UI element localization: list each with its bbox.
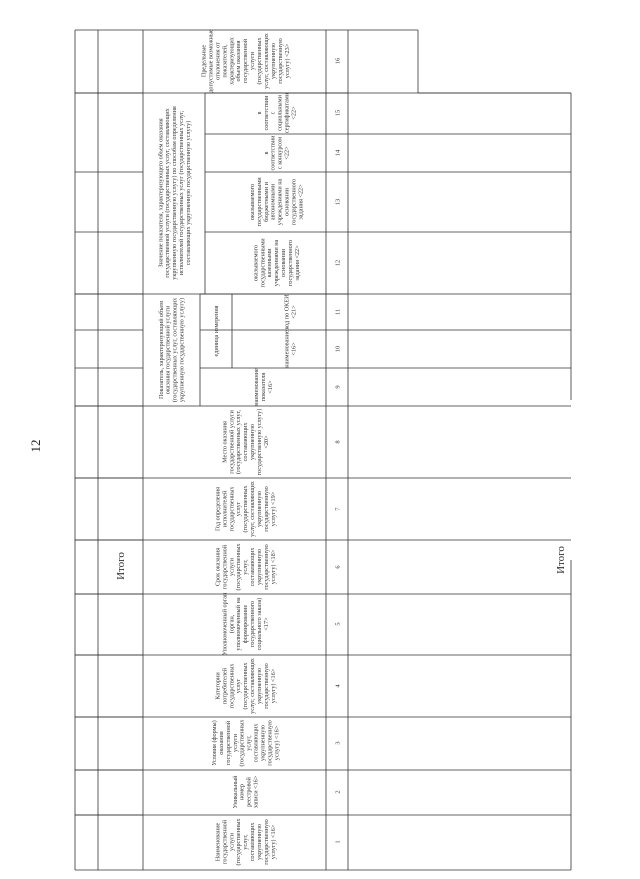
svg-text:Значение показателя, характери: Значение показателя, характеризующего объем оказаниягосударственной услуги (государственных услуг, составляющихукрупненную государственную услугу) по способам определенияисполнителей государственных услуг (государственных услуг,составляющих укрупненную государственную услугу) (157, 106, 193, 280)
svg-text:Место оказаниягосударственной: Место оказаниягосударственной услуги(государственных услуг,составляющихукрупненнуюгосударственную услугу)<20> (221, 408, 270, 476)
svg-text:Уникальныйномерреестровойзапис: Уникальныйномерреестровойзаписи <16> (231, 775, 260, 809)
column-number-16 (334, 57, 341, 64)
column-number-15 (334, 110, 341, 117)
svg-text:Год определенияисполнителейгос: Год определенияисполнителейгосударственныхуслуг(государственныхуслуг, составляющихукрупненнуюгосударственнуюуслугу) <19> (214, 481, 277, 537)
total-label-top (115, 552, 127, 580)
column-number-9 (334, 385, 341, 388)
column-number-8 (334, 440, 341, 443)
svg-text:9: 9 (334, 385, 342, 389)
svg-text:оказываемогогосударственнымика: оказываемогогосударственнымиказеннымиучреждениями наоснованиигосударственногозадания <22> (252, 238, 301, 288)
svg-text:11: 11 (334, 308, 342, 316)
column-number-11 (334, 309, 341, 315)
header-col16 (201, 29, 291, 93)
total-label-bottom (555, 546, 567, 574)
svg-text:оказываемогогосударственнымибю: оказываемогогосударственнымибюджетными иавтономнымиучреждениями наоснованиигосударственногозадания <22> (248, 177, 305, 227)
svg-text:всоответствииссоциальнымисерти: всоответствииссоциальнымисертификатами<22> (255, 92, 298, 134)
column-number-10 (334, 346, 341, 353)
svg-text:наименованиепоказателя<16>: наименованиепоказателя<16> (253, 368, 275, 406)
header-col11 (284, 294, 298, 330)
svg-text:15: 15 (334, 109, 342, 117)
svg-text:Итого: Итого (554, 546, 567, 574)
svg-text:8: 8 (334, 440, 342, 444)
svg-text:Условия (формы)оказаниягосудар: Условия (формы)оказаниягосударственнойуслуги(государственныхуслуг,составляющихукрупненнуюгосударственнуюуслугу) <16> (210, 719, 281, 767)
header-col6 (214, 543, 277, 591)
svg-text:16: 16 (334, 57, 342, 65)
header-col7 (214, 480, 277, 537)
svg-text:всоответствиис конкурсом<22>: всоответствиис конкурсом<22> (262, 135, 291, 171)
header-col5 (221, 592, 270, 655)
page-number: 12 (28, 439, 43, 453)
svg-text:код по ОКЕИ<21>: код по ОКЕИ<21> (283, 294, 298, 330)
svg-text:4: 4 (334, 684, 342, 688)
column-number-5 (334, 622, 341, 625)
header-col13 (249, 177, 305, 227)
svg-text:Наименованиегосударственнойусл: Наименованиегосударственнойуслуги(государственныхуслуг,составляющихукрупненнуюгосударственнуюуслугу) <16> (214, 818, 277, 866)
svg-text:6: 6 (334, 565, 342, 569)
svg-text:наименование<16>: наименование<16> (283, 330, 298, 368)
svg-text:5: 5 (334, 622, 342, 626)
header-col12 (252, 238, 301, 288)
column-number-7 (334, 507, 341, 511)
column-number-6 (334, 565, 341, 569)
header-col14 (263, 135, 291, 171)
svg-text:Уполномоченный орган(орган,упо: Уполномоченный орган(орган,уполномоченный наформированиегосударственногосоциального заказа)<17> (221, 592, 270, 656)
svg-text:Категориипотребителейгосударст: Категориипотребителейгосударственныхуслуг(государственныхуслуг, составляющихукрупненнуюгосударственнуюуслугу) <16> (214, 658, 277, 714)
header-col15 (256, 92, 298, 133)
svg-text:Предельныедопустимые возможные: Предельныедопустимые возможныеотклонения отпоказателей,характеризующихобъем оказаниягосударственнойуслуги(государственныхуслуг, составляющихукрупненнуюгосударственнуюуслугу) <23> (200, 29, 291, 93)
header-col9 (253, 368, 274, 406)
svg-text:Срок оказаниягосударственнойус: Срок оказаниягосударственнойуслуги(государственныхуслуг,составляющихукрупненнуюгосударственнуюуслугу) <18> (214, 543, 277, 591)
svg-text:1: 1 (334, 840, 342, 844)
column-number-1 (334, 840, 341, 843)
svg-text:Показатель, характеризующий об: Показатель, характеризующий объемоказания государственной услуги(государственных услуг, составляющихукрупненную государственную услугу) (157, 297, 186, 403)
header-col4 (214, 657, 277, 714)
column-number-3 (334, 741, 341, 744)
svg-text:12: 12 (334, 259, 342, 267)
header-group-value (157, 106, 192, 280)
column-number-14 (334, 149, 341, 156)
svg-text:7: 7 (334, 507, 342, 511)
svg-text:13: 13 (334, 198, 342, 206)
header-col3 (211, 719, 281, 767)
svg-text:единица измерения: единица измерения (213, 305, 221, 357)
header-col2 (232, 775, 260, 809)
svg-text:2: 2 (334, 790, 342, 794)
svg-text:Итого: Итого (114, 552, 127, 580)
column-number-12 (334, 260, 341, 267)
header-col1 (214, 818, 277, 866)
column-number-13 (334, 199, 341, 206)
svg-text:14: 14 (334, 149, 342, 157)
column-number-2 (334, 790, 341, 793)
column-number-4 (334, 684, 341, 688)
svg-text:10: 10 (334, 345, 342, 353)
header-col8 (221, 409, 270, 476)
header-group-indicator (158, 297, 186, 402)
header-unit-group (213, 305, 220, 356)
header-col10 (284, 330, 298, 368)
svg-text:3: 3 (334, 741, 342, 745)
